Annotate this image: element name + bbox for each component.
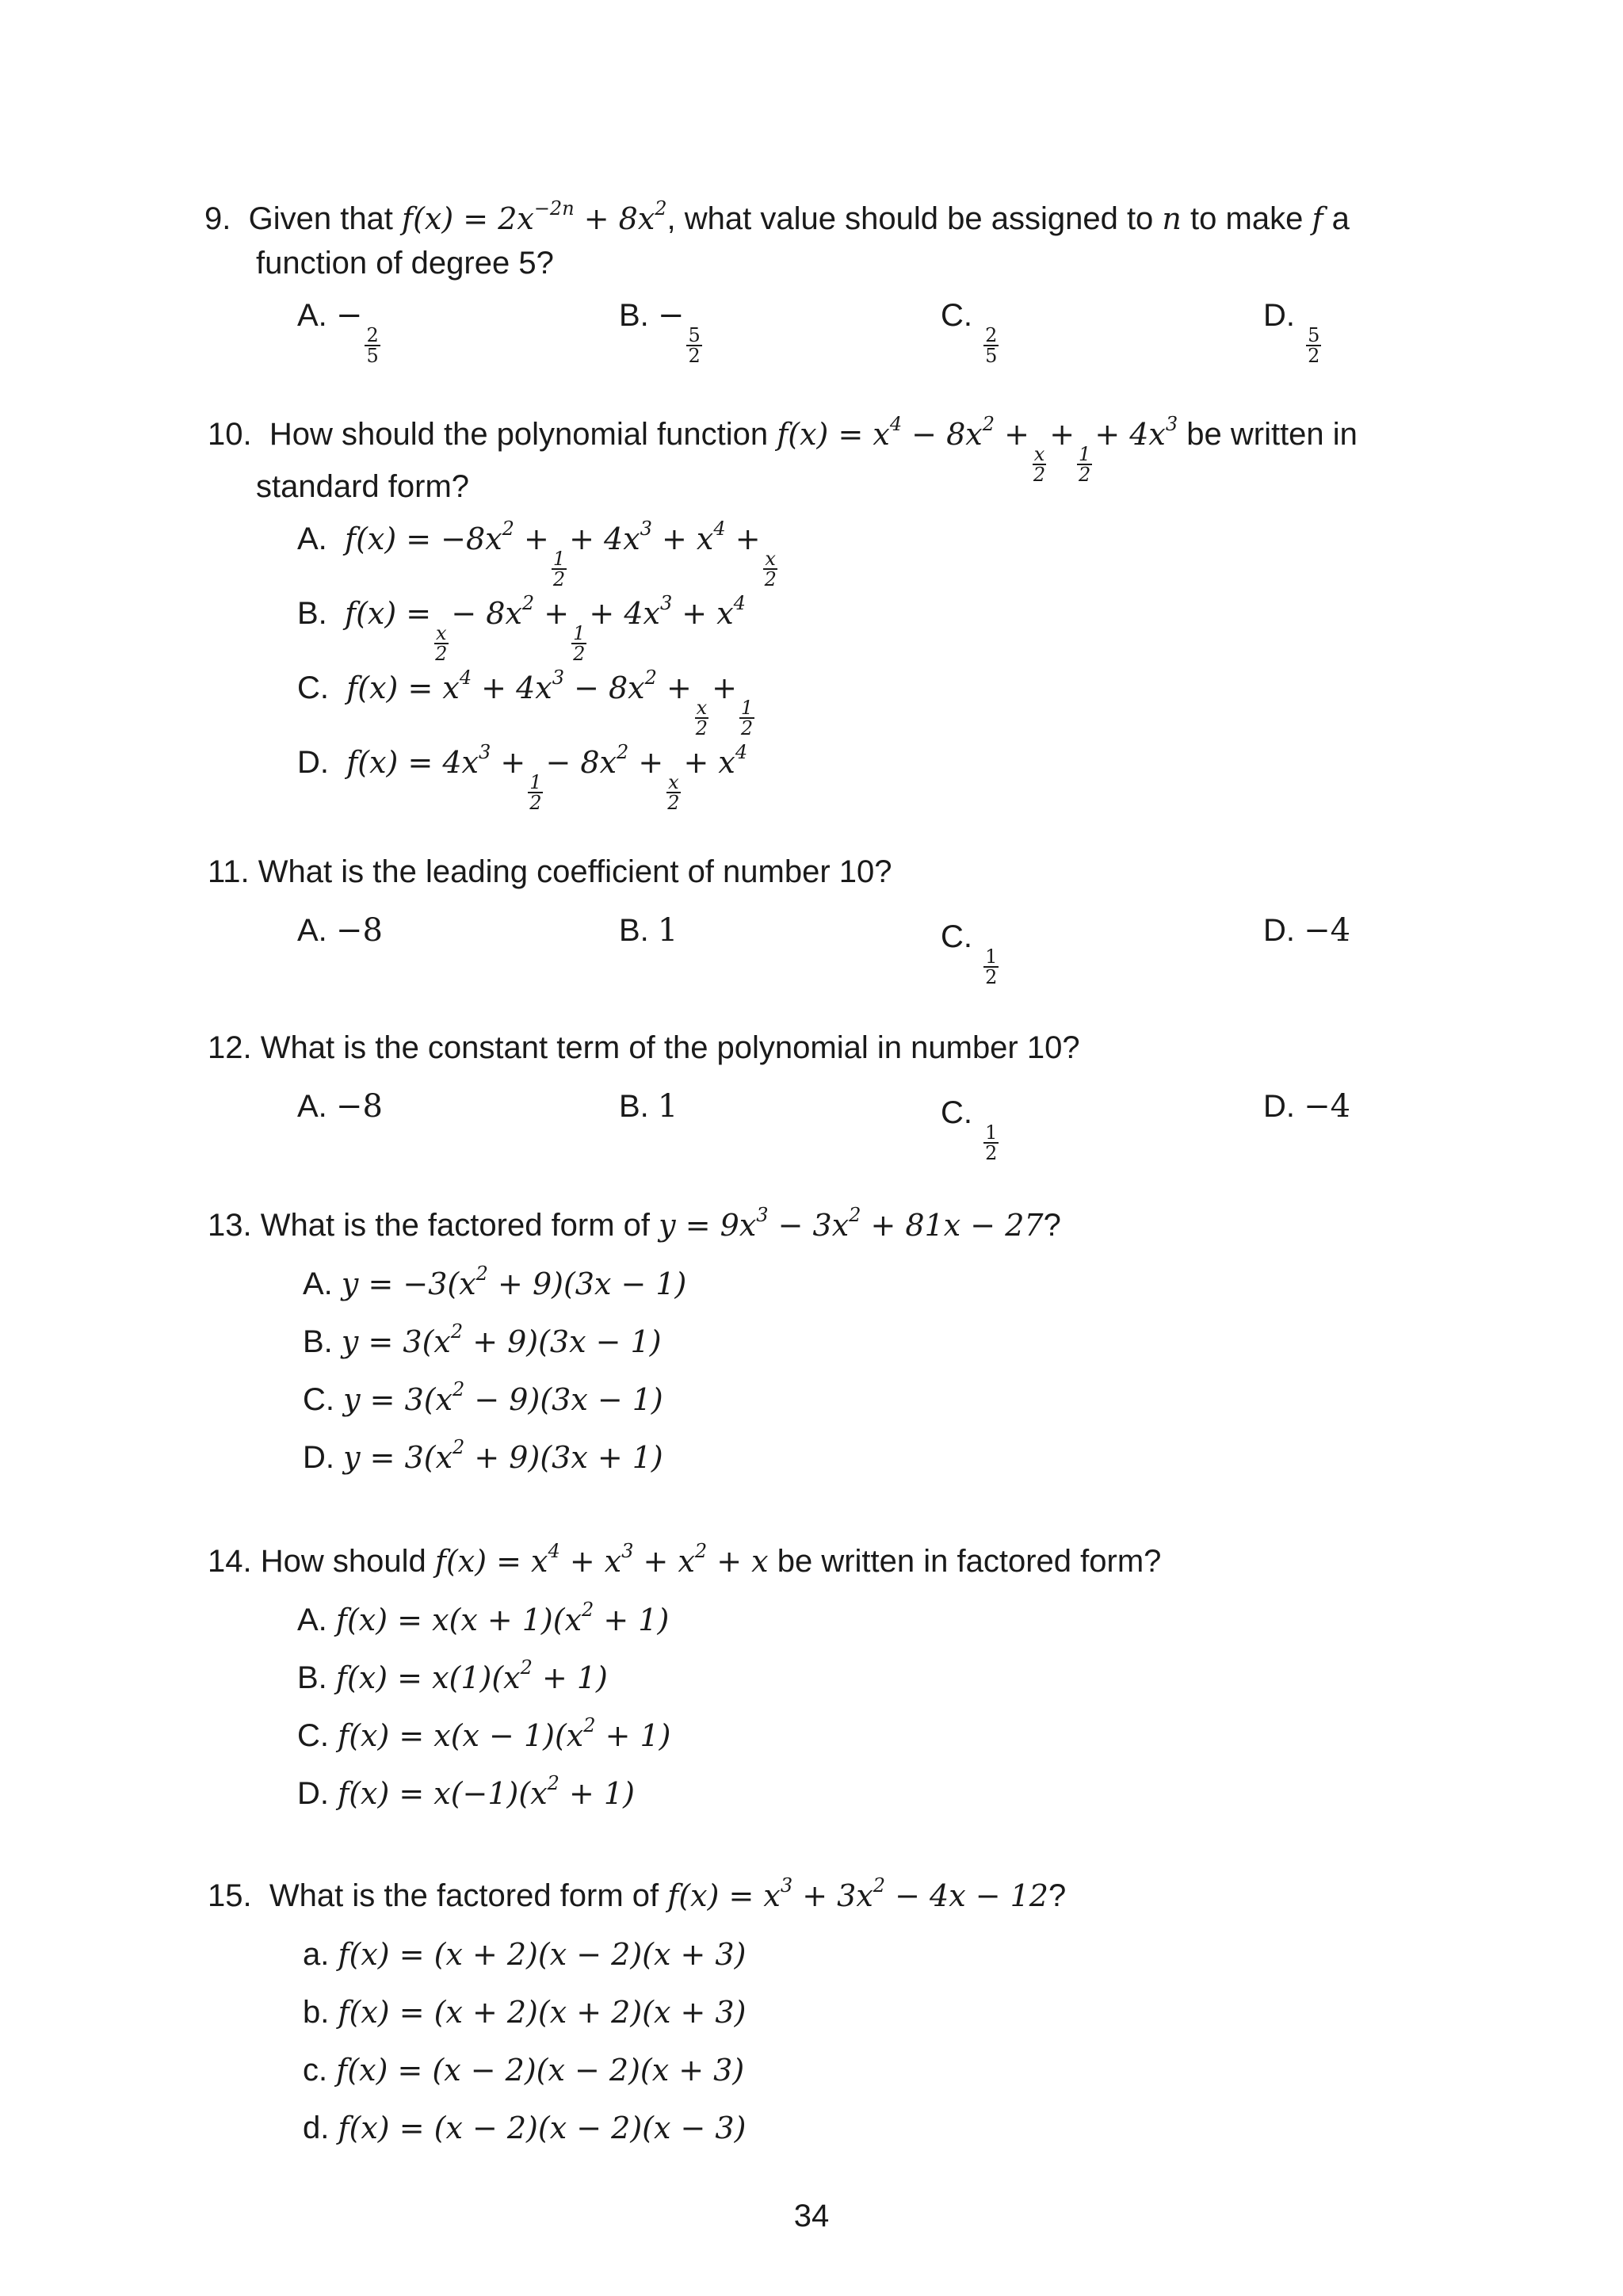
q12-choice-c[interactable]: C. $\frac{1}{2}$ bbox=[941, 1095, 998, 1164]
q9-choice-b[interactable]: B. − $\frac{5}{2}$ bbox=[619, 297, 701, 367]
q13-choice-a[interactable]: A. $y = -3(x^2 + 9)(3x - 1)$ bbox=[303, 1263, 687, 1301]
q9-var-f: f bbox=[1312, 201, 1323, 236]
q13-choice-d[interactable]: D. $y = 3(x^2 + 9)(3x + 1)$ bbox=[303, 1436, 663, 1475]
q9-choice-a[interactable]: A. − $\frac{2}{5}$ bbox=[297, 297, 379, 367]
q9-number: 9. bbox=[204, 201, 231, 236]
q14-choice-d[interactable]: D. $f(x) = x(-1)(x^2 + 1)$ bbox=[297, 1772, 635, 1811]
q15-choice-b[interactable]: b. f(x) = (x + 2)(x + 2)(x + 3) bbox=[303, 1995, 747, 2030]
q9-line1: 9. Given that $f(x) = 2x^{-2n} + 8x^2$, what value should be assigned to n to make f a bbox=[204, 197, 1350, 236]
q12-question: 12. What is the constant term of the polynomial in number 10? bbox=[208, 1030, 1080, 1065]
q10-number: 10. bbox=[208, 417, 252, 452]
q14-question: 14. How should $f(x) = x^4 + x^3 + x^2 + x$ be written in factored form? bbox=[208, 1540, 1162, 1579]
q10-choice-b[interactable]: B. f(x) = $\frac{x}{2}$ − $8x^2$ + $\frac{1}{2}$ + $4x^3 + x^4$ bbox=[297, 592, 746, 665]
q14-choice-b[interactable]: B. $f(x) = x(1)(x^2 + 1)$ bbox=[297, 1656, 608, 1695]
q10-line1: 10. How should the polynomial function $f(x) = x^4 - 8x^2$ + $\frac{x}{2}$ + $\frac{1}{2}$ + $4x^3$ be written in bbox=[208, 413, 1358, 486]
q15-choice-a[interactable]: a. f(x) = (x + 2)(x − 2)(x + 3) bbox=[303, 1937, 747, 1972]
q11-question: 11. What is the leading coefficient of number 10? bbox=[208, 854, 892, 889]
q9-choice-d[interactable]: D. $\frac{5}{2}$ bbox=[1263, 298, 1320, 367]
q14-choice-a[interactable]: A. $f(x) = x(x + 1)(x^2 + 1)$ bbox=[297, 1599, 670, 1637]
q10-choice-c[interactable]: C. $f(x) = x^4 + 4x^3 - 8x^2$ + $\frac{x}{2}$ + $\frac{1}{2}$ bbox=[297, 667, 754, 739]
q9-expr: $f(x) = 2x^{-2n} + 8x^2$ bbox=[402, 197, 667, 236]
q12-choice-a[interactable]: A. −8 bbox=[297, 1088, 383, 1125]
q11-choice-d[interactable]: D. −4 bbox=[1263, 912, 1351, 949]
q15-choice-c[interactable]: c. f(x) = (x − 2)(x − 2)(x + 3) bbox=[303, 2053, 745, 2088]
q9-choice-c[interactable]: C. $\frac{2}{5}$ bbox=[941, 298, 998, 367]
q9-text: Given that bbox=[248, 201, 393, 236]
q13-choice-c[interactable]: C. $y = 3(x^2 - 9)(3x - 1)$ bbox=[303, 1378, 663, 1417]
q10-line2: standard form? bbox=[256, 469, 470, 504]
q15-choice-d[interactable]: d. f(x) = (x − 2)(x − 2)(x − 3) bbox=[303, 2111, 747, 2145]
q10-poly: $f(x) = x^4 - 8x^2$ + $\frac{x}{2}$ + $\frac{1}{2}$ + $4x^3$ bbox=[777, 413, 1178, 486]
page-number: 34 bbox=[793, 2199, 830, 2233]
q11-choice-a[interactable]: A. −8 bbox=[297, 912, 383, 949]
q11-choice-c[interactable]: C. $\frac{1}{2}$ bbox=[941, 919, 998, 988]
q15-question: 15. What is the factored form of $f(x) = x^3 + 3x^2 - 4x - 12$? bbox=[208, 1874, 1067, 1913]
q13-question: 13. What is the factored form of $y = 9x^3 - 3x^2 + 81x - 27$? bbox=[208, 1204, 1061, 1243]
q13-choice-b[interactable]: B. $y = 3(x^2 + 9)(3x - 1)$ bbox=[303, 1320, 662, 1359]
q10-choice-d[interactable]: D. $f(x) = 4x^3$ + $\frac{1}{2}$ − $8x^2$ + $\frac{x}{2}$ + $x^4$ bbox=[297, 741, 748, 814]
q14-choice-c[interactable]: C. $f(x) = x(x - 1)(x^2 + 1)$ bbox=[297, 1714, 671, 1753]
q9-line2: function of degree 5? bbox=[256, 246, 554, 281]
q9-var-n: n bbox=[1162, 201, 1182, 236]
q11-choice-b[interactable]: B. 1 bbox=[619, 912, 678, 949]
q10-choice-a[interactable]: A. $f(x) = -8x^2$ + $\frac{1}{2}$ + $4x^3 + x^4$ + $\frac{x}{2}$ bbox=[297, 518, 777, 590]
q12-choice-d[interactable]: D. −4 bbox=[1263, 1088, 1351, 1125]
q12-choice-b[interactable]: B. 1 bbox=[619, 1088, 678, 1125]
